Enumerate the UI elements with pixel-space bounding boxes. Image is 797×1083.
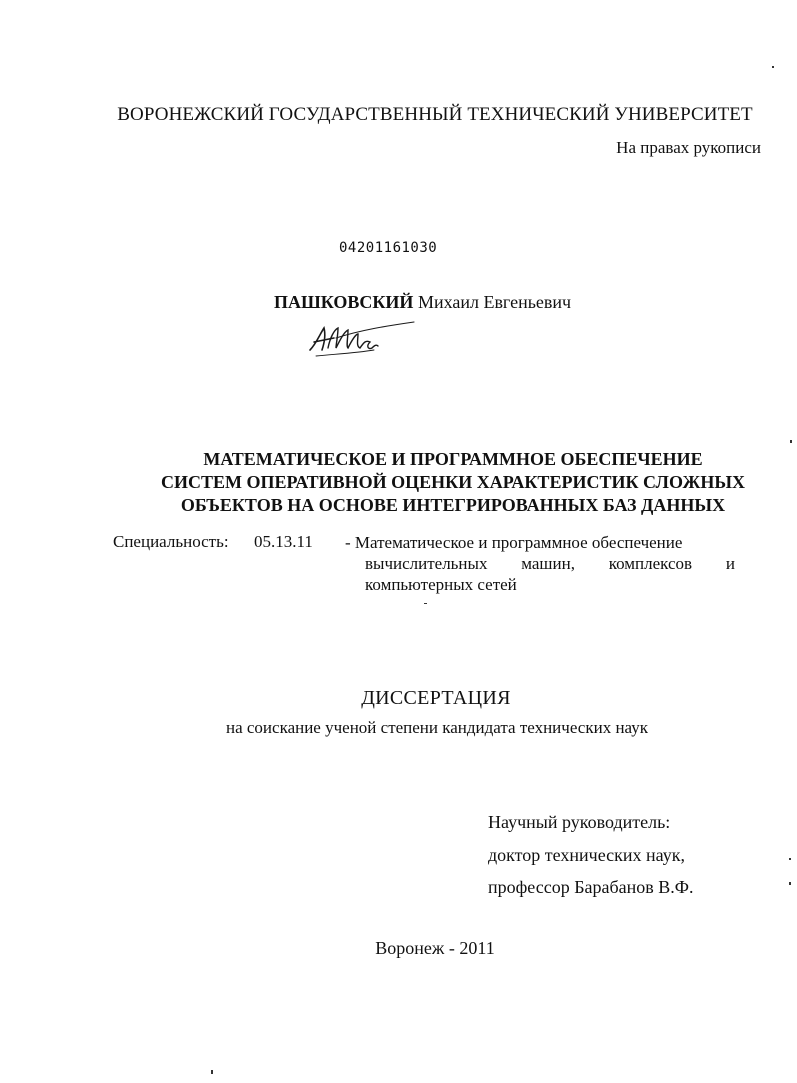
specialty-description-line xyxy=(345,553,735,574)
specialty-word: вычислительных xyxy=(365,554,488,573)
specialty-word: комплексов xyxy=(608,554,693,573)
specialty-description-line: - Математическое и программное обеспечение xyxy=(345,533,683,552)
specialty-code: 05.13.11 xyxy=(254,532,313,551)
dissertation-title xyxy=(0,448,797,517)
supervisor-degree: доктор технических наук, xyxy=(488,845,685,865)
scan-speck xyxy=(790,440,792,443)
supervisor-name: профессор Барабанов В.Ф. xyxy=(488,877,694,897)
title-line: МАТЕМАТИЧЕСКОЕ И ПРОГРАММНОЕ ОБЕСПЕЧЕНИЕ xyxy=(203,449,703,469)
scan-speck xyxy=(772,66,774,68)
university-name: ВОРОНЕЖСКИЙ ГОСУДАРСТВЕННЫЙ ТЕХНИЧЕСКИЙ УНИВЕРСИТЕТ xyxy=(117,104,753,125)
author-name xyxy=(274,292,571,313)
scan-speck xyxy=(789,858,791,860)
rights-note: На правах рукописи xyxy=(616,138,761,157)
specialty-label: Специальность: xyxy=(113,532,229,551)
specialty-word: машин, xyxy=(521,554,575,573)
handwritten-signature xyxy=(306,320,416,360)
author-surname: ПАШКОВСКИЙ xyxy=(274,292,414,312)
specialty-description xyxy=(345,532,735,595)
supervisor-label: Научный руководитель: xyxy=(488,812,671,832)
city-year: Воронеж - 2011 xyxy=(375,938,495,958)
scan-speck xyxy=(424,603,427,604)
title-line: СИСТЕМ ОПЕРАТИВНОЙ ОЦЕНКИ ХАРАКТЕРИСТИК СЛОЖНЫХ xyxy=(161,472,745,492)
specialty-description-line: компьютерных сетей xyxy=(365,575,517,594)
author-given-names: Михаил Евгеньевич xyxy=(417,292,572,312)
document-type: ДИССЕРТАЦИЯ xyxy=(361,687,511,709)
title-line: ОБЪЕКТОВ НА ОСНОВЕ ИНТЕГРИРОВАННЫХ БАЗ ДАННЫХ xyxy=(180,495,726,515)
specialty-word: и xyxy=(725,554,735,573)
scan-speck xyxy=(211,1070,213,1074)
scan-speck xyxy=(789,882,791,885)
document-number: 04201161030 xyxy=(339,240,438,256)
degree-purpose: на соискание ученой степени кандидата технических наук xyxy=(225,718,648,737)
